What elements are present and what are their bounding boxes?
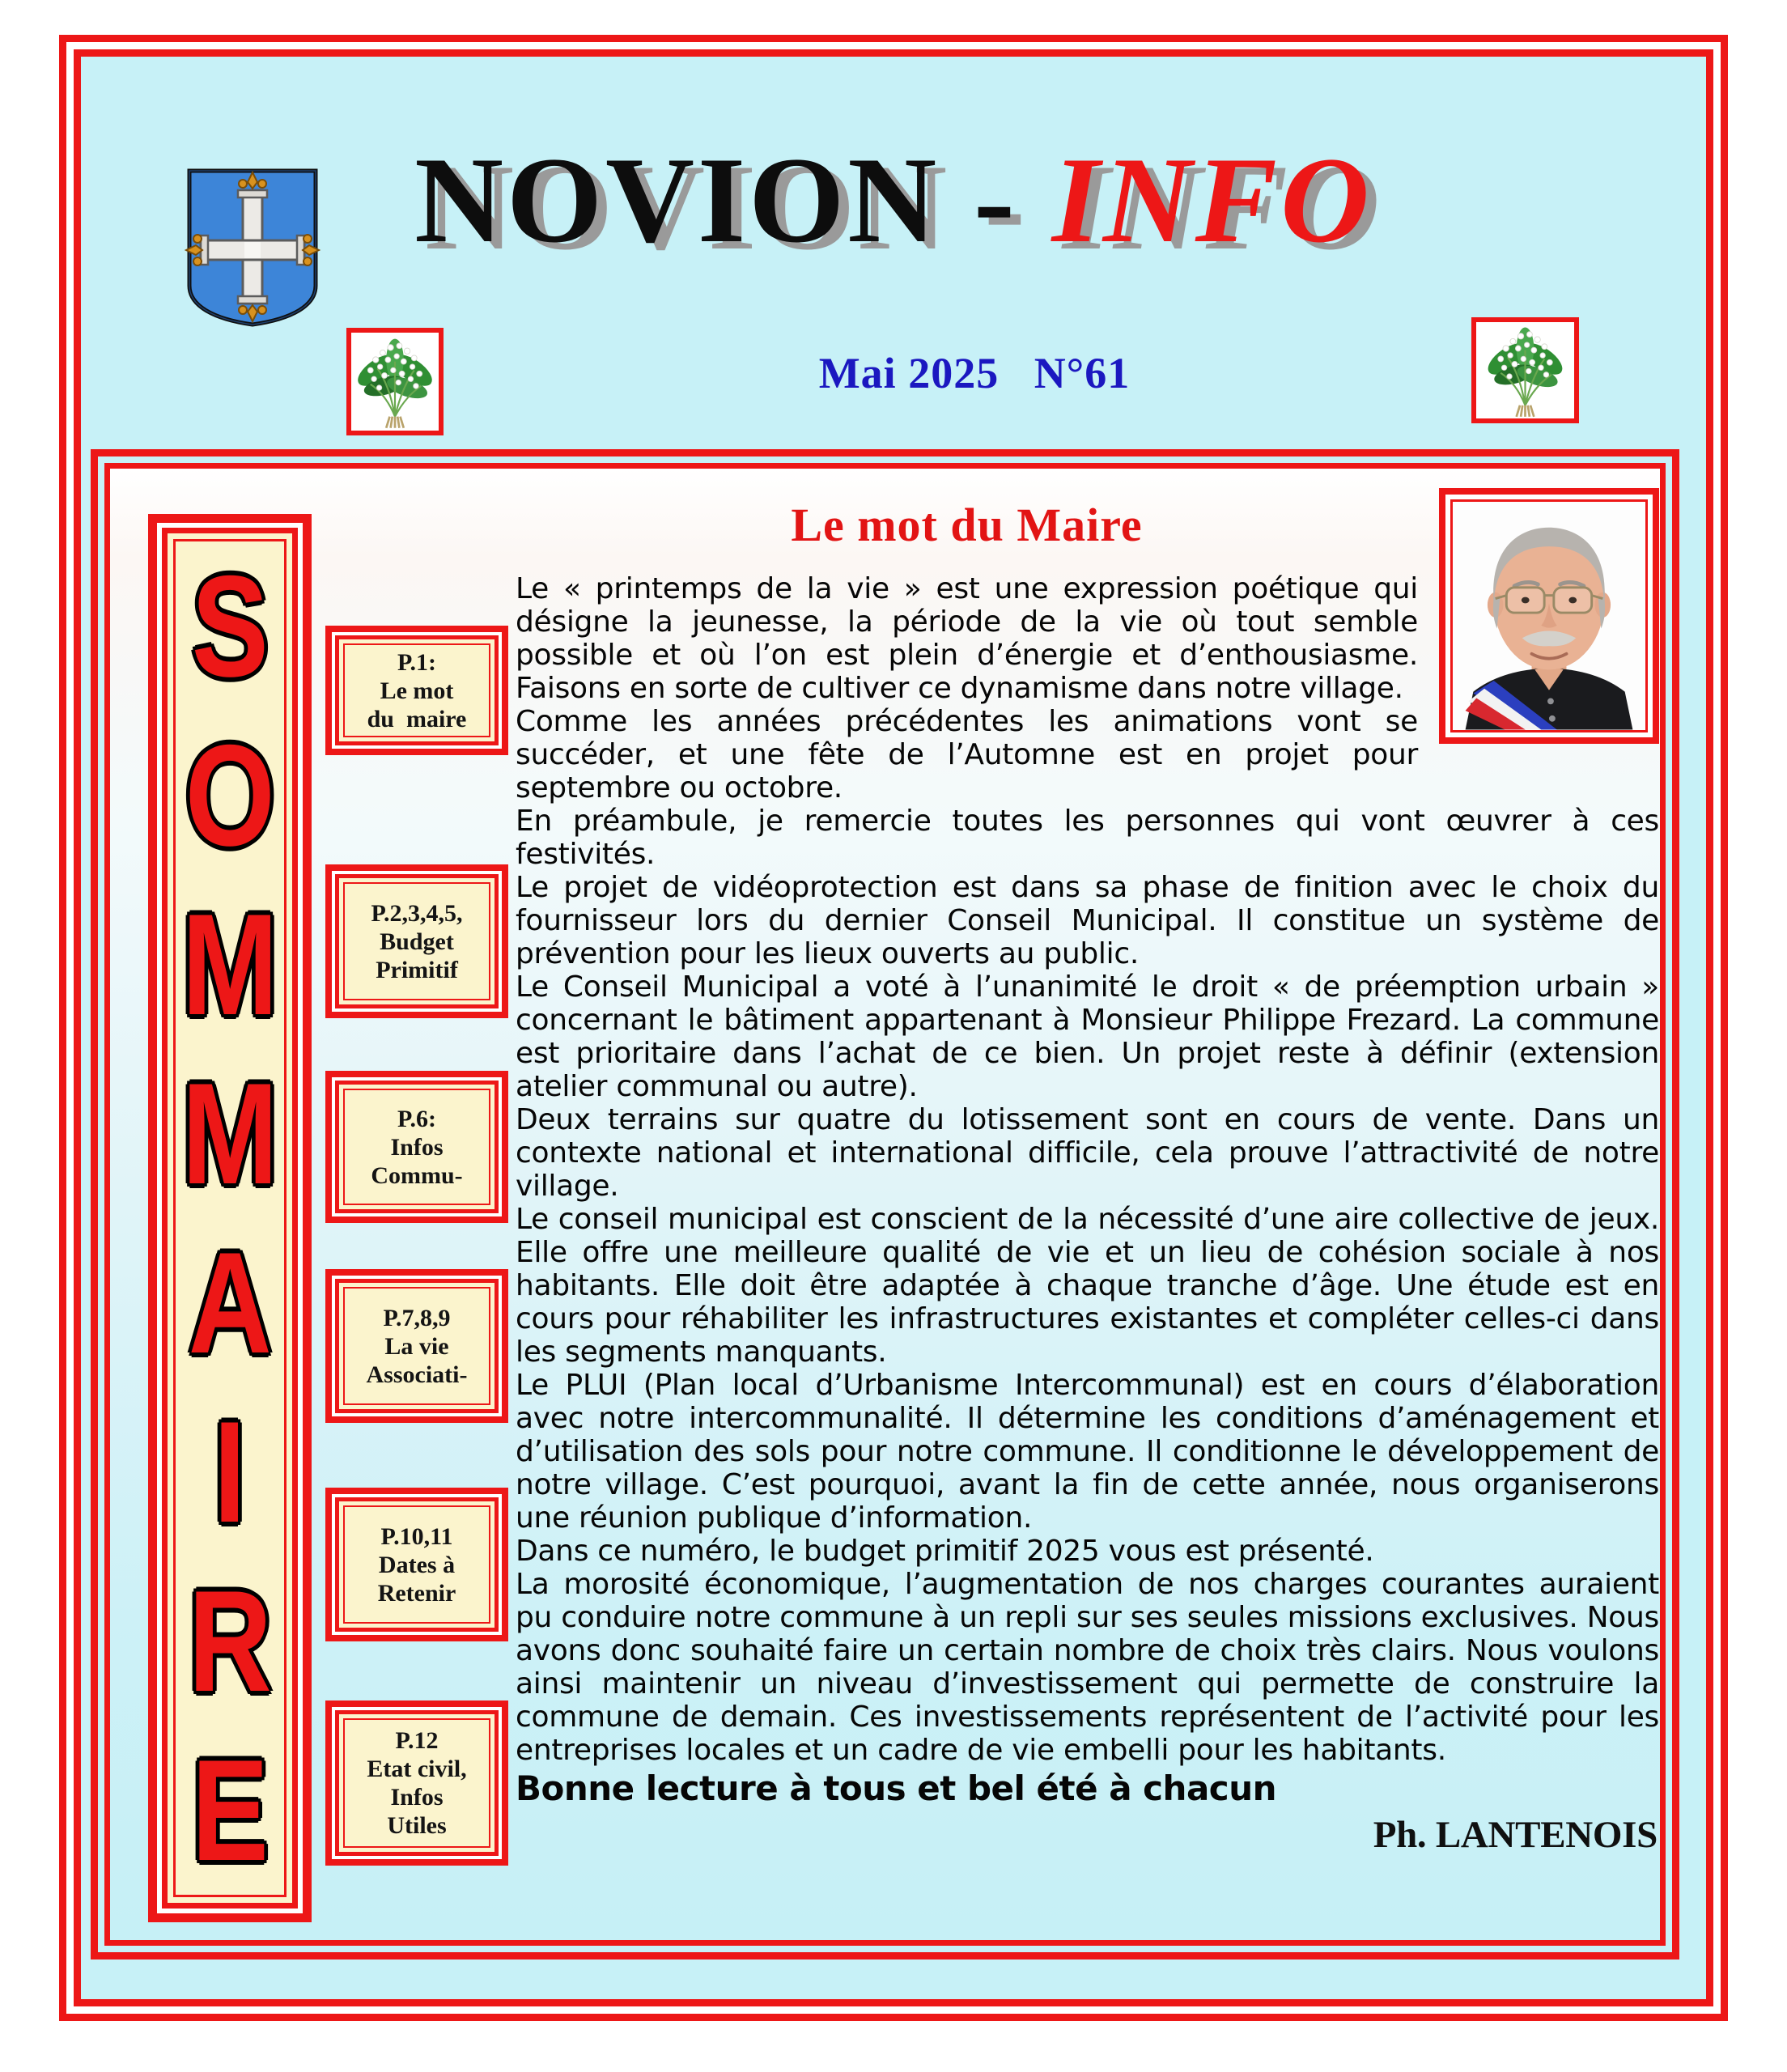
item-line: P.2,3,4,5, — [371, 899, 463, 927]
article-paragraph: Le PLUI (Plan local d’Urbanisme Intercommunal) est en cours d’élaboration avec notre intercommunalité. Il détermine les conditions d’aménagement et d’utilisation des sols pour notre commune. Il conditionne le développement de notre village. C’est pourquoi, avant la fin de cette année, nous organiserons une réunion publique d’information. — [516, 1369, 1659, 1535]
article-paragraph: Le projet de vidéoprotection est dans sa phase de finition avec le choix du fournisseur lors du dernier Conseil Municipal. Il constitue un système de prévention pour les lieux ouverts au public. — [516, 871, 1659, 970]
muguet-bouquet-icon — [346, 328, 444, 435]
sommaire-item-vie-associative — [325, 1269, 508, 1423]
signature: Ph. LANTENOIS — [1373, 1814, 1658, 1856]
sommaire-letter: I — [214, 1391, 246, 1552]
closing-line: Bonne lecture à tous et bel été à chacun — [516, 1768, 1276, 1808]
sommaire-letter: R — [188, 1560, 272, 1722]
article-title: Le mot du Maire — [791, 499, 1143, 551]
item-line: P.6: — [397, 1105, 437, 1132]
article-paragraph: Comme les années précédentes les animations vont se succéder, et une fête de l’Automne est en projet pour septembre ou octobre. — [516, 705, 1418, 805]
sommaire-item-p1 — [325, 626, 508, 755]
sommaire-item-dates — [325, 1488, 508, 1641]
item-line: Infos — [390, 1784, 444, 1811]
muguet-bouquet-icon — [1471, 317, 1579, 423]
article-paragraph: Le « printemps de la vie » est une expression poétique qui désigne la jeunesse, la période de la vie où tout semble possible et où l’on est plein d’énergie et d’enthousiasme. Faisons en sorte de cultiver ce dynamisme dans notre village. — [516, 572, 1418, 705]
sommaire-letter: M — [181, 1052, 278, 1214]
item-line: du maire — [367, 705, 467, 732]
item-line: P.12 — [395, 1727, 439, 1754]
article-paragraph: Dans ce numéro, le budget primitif 2025 vous est présenté. — [516, 1535, 1374, 1568]
item-line: La vie — [384, 1332, 449, 1360]
item-line: P.7,8,9 — [383, 1304, 451, 1331]
masthead-info: INFO — [1051, 132, 1373, 268]
article-paragraph: Le Conseil Municipal a voté à l’unanimité le droit « de préemption urbain » concernant le bâtiment appartenant à Monsieur Philippe Frezard. La commune est prioritaire dans l’achat de ce bien. Un projet reste à définir (extension atelier communal ou autre). — [516, 970, 1659, 1103]
article-le-mot-du-maire — [516, 475, 1659, 1939]
item-line: Budget — [380, 928, 454, 955]
sommaire-item-etat-civil — [325, 1700, 508, 1866]
item-line: Le mot — [380, 677, 454, 704]
issue-date-number: Mai 2025 N°61 — [818, 349, 1131, 397]
item-line: Infos — [390, 1133, 444, 1161]
masthead-dash: - — [940, 132, 1052, 268]
article-paragraph: Deux terrains sur quatre du lotissement sont en cours de vente. Dans un contexte national et international difficile, cela prouve l’attractivité de notre village. — [516, 1103, 1659, 1203]
item-line: Retenir — [377, 1579, 456, 1607]
item-line: Dates à — [378, 1551, 456, 1578]
newsletter-masthead — [0, 130, 1787, 270]
mayor-photo — [1450, 499, 1648, 732]
item-line: Primitif — [376, 956, 458, 983]
sommaire-letter: O — [185, 714, 275, 876]
sommaire-letter: A — [188, 1221, 272, 1383]
item-line: Etat civil, — [367, 1756, 467, 1782]
mayor-photo-frame — [1439, 488, 1659, 744]
sommaire-letter: M — [181, 883, 278, 1045]
item-line: P.1: — [397, 648, 437, 676]
item-line: Utiles — [387, 1812, 447, 1839]
article-paragraph: Le conseil municipal est conscient de la nécessité d’une aire collective de jeux. Elle offre une meilleure qualité de vie et un lieu de cohésion sociale à nos habitants. Elle doit être adaptée à chaque tranche d’âge. Une étude est en cours pour réhabiliter les infrastructures existantes et compléter celles-ci dans les segments manquants. — [516, 1203, 1659, 1369]
sommaire-item-infos-communales — [325, 1071, 508, 1223]
sommaire-banner — [148, 514, 312, 1922]
sommaire-letter: E — [191, 1729, 269, 1891]
sommaire-letter: S — [191, 545, 269, 707]
article-paragraph: La morosité économique, l’augmentation de nos charges courantes auraient pu conduire notre commune à un repli sur ses seules missions exclusives. Nous avons donc souhaité faire un certain nombre de choix très clairs. Nous voulons ainsi maintenir un niveau d’investissement qui permette de construire la commune de demain. Ces investissements représentent de l’activité pour les entreprises locales et un cadre de vie embelli pour les habitants. — [516, 1568, 1659, 1767]
masthead-novion: NOVION — [414, 132, 940, 268]
item-line: Commu- — [371, 1161, 463, 1189]
item-line: Associati- — [366, 1361, 468, 1388]
sommaire-item-budget — [325, 864, 508, 1018]
item-line: P.10,11 — [380, 1522, 453, 1550]
article-paragraph: En préambule, je remercie toutes les personnes qui vont œuvrer à ces festivités. — [516, 805, 1659, 871]
